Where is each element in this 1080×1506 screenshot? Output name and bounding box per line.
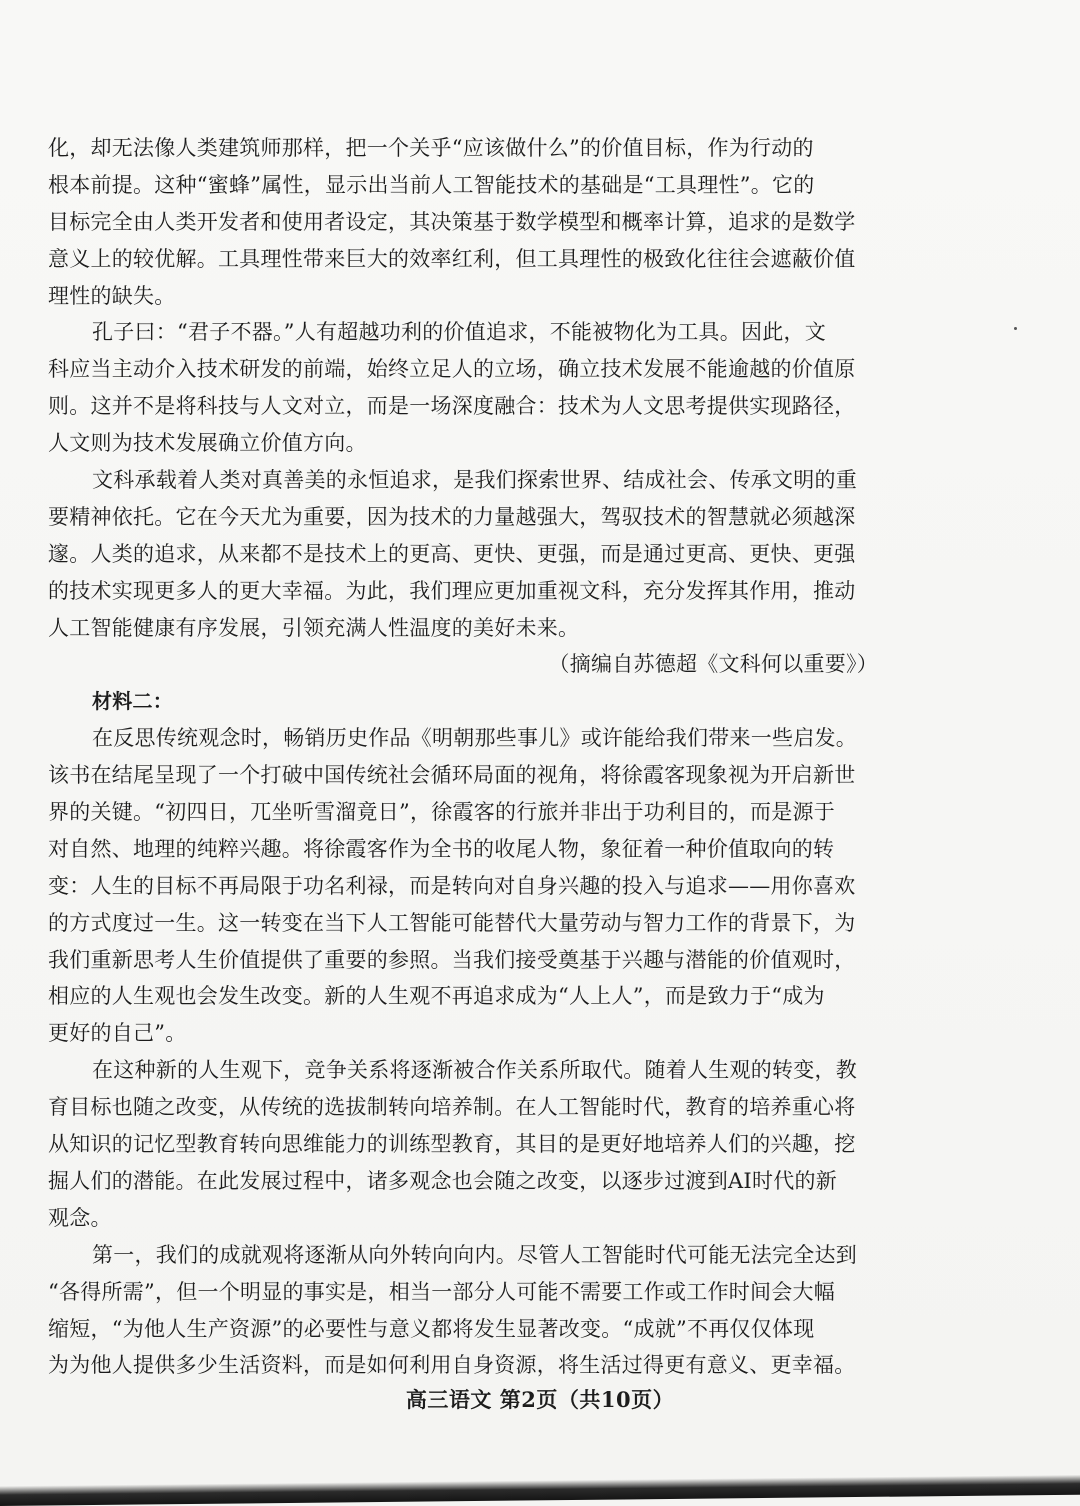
text-line: “各得所需”，但一个明显的事实是，相当一部分人可能不需要工作或工作时间会大幅 [48,1279,835,1304]
text-line: 邃。人类的追求，从来都不是技术上的更高、更快、更强，而是通过更高、更快、更强 [48,541,856,566]
text-line: 观念。 [48,1205,112,1230]
page-footer: 高三语文 第2页（共10页） [405,1387,675,1412]
text-line: 要精神依托。它在今天尤为重要，因为技术的力量越强大，驾驭技术的智慧就必须越深 [48,504,856,529]
text-line: 人工智能健康有序发展，引领充满人性温度的美好未来。 [48,615,580,640]
paragraph-start: 孔子曰：“君子不器。”人有超越功利的价值追求，不能被物化为工具。因此，文 [92,320,826,345]
scan-edge-shadow [0,1475,1080,1506]
section-heading: 材料二： [92,689,173,714]
paragraph-start: 文科承载着人类对真善美的永恒追求，是我们探索世界、结成社会、传承文明的重 [92,468,857,493]
text-line: 从知识的记忆型教育转向思维能力的训练型教育，其目的是更好地培养人们的兴趣，挖 [48,1132,856,1157]
scan-speck [1014,327,1017,330]
paragraph-start: 在这种新的人生观下，竞争关系将逐渐被合作关系所取代。随着人生观的转变，教 [92,1058,857,1083]
text-line: 该书在结尾呈现了一个打破中国传统社会循环局面的视角，将徐霞客现象视为开启新世 [48,763,856,788]
text-line: 缩短，“为他人生产资源”的必要性与意义都将发生显著改变。“成就”不再仅仅体现 [48,1316,815,1341]
text-line: 育目标也随之改变，从传统的选拔制转向培养制。在人工智能时代，教育的培养重心将 [48,1095,856,1120]
text-line: 的方式度过一生。这一转变在当下人工智能可能替代大量劳动与智力工作的背景下，为 [48,910,856,935]
paragraph-start: 在反思传统观念时，畅销历史作品《明朝那些事儿》或许能给我们带来一些启发。 [92,726,857,751]
text-line: 掘人们的潜能。在此发展过程中，诸多观念也会随之改变，以逐步过渡到AI时代的新 [48,1168,837,1193]
text-line: 更好的自己”。 [48,1021,187,1046]
page-body [48,130,882,1384]
text-line: 理性的缺失。 [48,283,176,308]
text-line: 变：人生的目标不再局限于功名利禄，而是转向对自身兴趣的投入与追求——用你喜欢 [48,873,856,898]
text-line: 意义上的较优解。工具理性带来巨大的效率红利，但工具理性的极致化往往会遮蔽价值 [48,246,856,271]
text-line: 则。这并不是将科技与人文对立，而是一场深度融合：技术为人文思考提供实现路径， [48,394,856,419]
text-line: 的技术实现更多人的更大幸福。为此，我们理应更加重视文科，充分发挥其作用，推动 [48,578,856,603]
text-line: 界的关键。“初四日，兀坐听雪溜竟日”，徐霞客的行旅并非出于功利目的，而是源于 [48,800,835,825]
paragraph-start: 第一，我们的成就观将逐渐从向外转向向内。尽管人工智能时代可能无法完全达到 [92,1242,857,1267]
text-line: 我们重新思考人生价值提供了重要的参照。当我们接受奠基于兴趣与潜能的价值观时， [48,947,856,972]
text-line: 目标完全由人类开发者和使用者设定，其决策基于数学模型和概率计算，追求的是数学 [48,209,856,234]
text-line: 人文则为技术发展确立价值方向。 [48,431,367,456]
text-line: 相应的人生观也会发生改变。新的人生观不再追求成为“人上人”，而是致力于“成为 [48,984,825,1009]
text-line: 根本前提。这种“蜜蜂”属性，显示出当前人工智能技术的基础是“工具理性”。它的 [48,172,815,197]
text-line: 为为他人提供多少生活资料，而是如何利用自身资源，将生活过得更有意义、更幸福。 [48,1353,856,1378]
source-citation: （摘编自苏德超《文科何以重要》） [548,652,878,677]
text-line: 对自然、地理的纯粹兴趣。将徐霞客作为全书的收尾人物，象征着一种价值取向的转 [48,836,835,861]
text-line: 化，却无法像人类建筑师那样，把一个关乎“应该做什么”的价值目标，作为行动的 [48,136,814,160]
text-line: 科应当主动介入技术研发的前端，始终立足人的立场，确立技术发展不能逾越的价值原 [48,357,856,382]
